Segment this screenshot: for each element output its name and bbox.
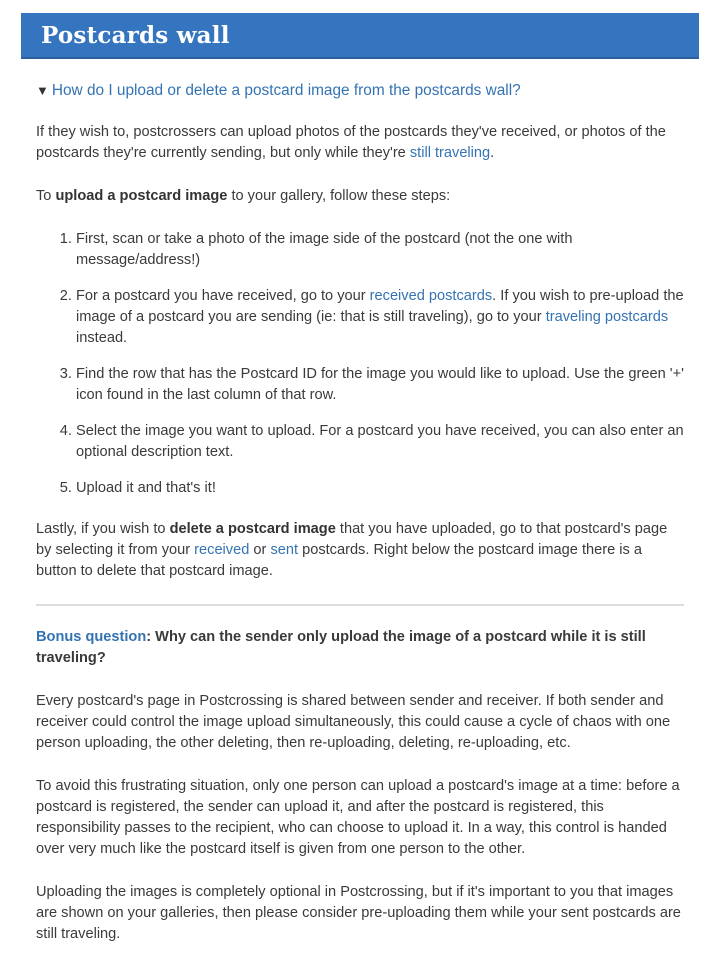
delete-paragraph: Lastly, if you wish to delete a postcard image that you have uploaded, go to that postcard's page by selecting it from your received or sent postcards. Right below the postcard image there is a button to delete that postcard image.: [36, 521, 668, 579]
page-header: [21, 13, 699, 59]
list-item: 1. First, scan or take a photo of the image side of the postcard (not the one with message/address!): [76, 229, 686, 271]
traveling-postcards-link[interactable]: traveling postcards: [545, 309, 669, 325]
still-traveling-link[interactable]: still traveling: [409, 145, 491, 161]
bonus-question-label[interactable]: Bonus question: [36, 629, 147, 645]
faq-content: [36, 80, 686, 945]
intro-paragraph: If they wish to, postcrossers can upload photos of the postcards they've received, or photos of the postcards they're currently sending, but only while they're still traveling.: [36, 124, 666, 161]
page-title: Postcards wall: [41, 22, 230, 49]
bonus-question: Bonus question: Why can the sender only upload the image of a postcard while it is still traveling?: [36, 629, 646, 666]
upload-intro-paragraph: To upload a postcard image to your gallery, follow these steps:: [36, 188, 451, 204]
faq-toggle[interactable]: [36, 80, 686, 101]
answer-paragraph-3: Uploading the images is completely optional in Postcrossing, but if it's important to you that images are shown on your galleries, then please consider pre-uploading them while your sent postcards are still traveling.: [36, 884, 681, 942]
answer-paragraph-1: Every postcard's page in Postcrossing is shared between sender and receiver. If both sender and receiver could control the image upload simultaneously, this could cause a cycle of chaos with one person uploading, the other deleting, then re-uploading, deleting, re-uploading, etc.: [36, 693, 671, 751]
disclosure-triangle-icon[interactable]: ▼: [36, 83, 49, 98]
received-link[interactable]: received: [194, 542, 250, 558]
answer-paragraph-2: To avoid this frustrating situation, only one person can upload a postcard's image at a time: before a postcard is registered, the sender can upload it, and after the postcard is registered, this responsibility passes to the recipient, who can choose to upload it. In a way, this control is handed over very much like the postcard itself is given from one person to the other.: [36, 778, 680, 857]
sent-link[interactable]: sent: [270, 542, 299, 558]
section-divider: [36, 604, 684, 606]
list-item: 4. Select the image you want to upload. For a postcard you have received, you can also enter an optional description text.: [76, 421, 686, 463]
faq-question-link[interactable]: How do I upload or delete a postcard image from the postcards wall?: [51, 82, 521, 99]
upload-steps-list: [36, 229, 686, 499]
list-item: 3. Find the row that has the Postcard ID for the image you would like to upload. Use the green '+' icon found in the last column of that row.: [76, 364, 686, 406]
list-item: 2. For a postcard you have received, go to your received postcards. If you wish to pre-upload the image of a postcard you are sending (ie: that is still traveling), go to your traveling postcards instead.: [76, 286, 686, 349]
received-postcards-link[interactable]: received postcards: [369, 288, 493, 304]
list-item: 5. Upload it and that's it!: [76, 478, 686, 499]
